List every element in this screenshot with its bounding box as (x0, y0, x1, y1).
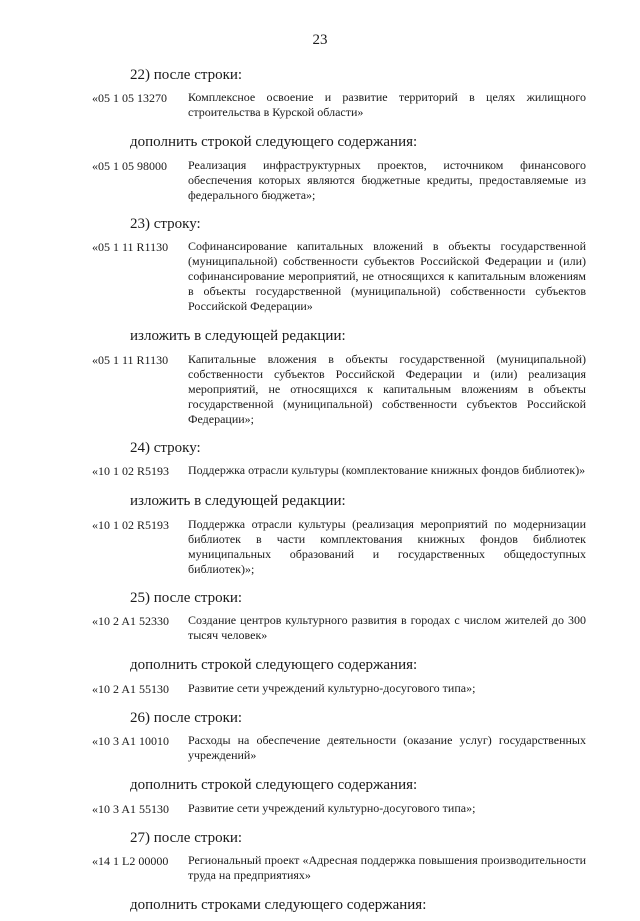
budget-code: «05 1 11 R1130 (92, 240, 169, 254)
document-body (0, 60, 640, 921)
budget-code-description: Расходы на обеспечение деятельности (оказание услуг) государственных учреждений» (188, 733, 586, 762)
budget-code-row (92, 352, 586, 427)
page-number: 23 (312, 32, 328, 48)
budget-code: «10 1 02 R5193 (92, 464, 170, 478)
budget-code-description: Региональный проект «Адресная поддержка повышения производительности труда на предприятиях» (188, 853, 586, 882)
amendment-section (0, 433, 640, 577)
budget-code-row (92, 853, 586, 883)
budget-code-description: Поддержка отрасли культуры (комплектование книжных фондов библиотек)» (188, 463, 586, 477)
budget-code: «05 1 05 13270 (92, 91, 167, 105)
budget-code-row (92, 463, 586, 479)
amendment-section (0, 823, 640, 921)
amendment-instruction: дополнить строкой следующего содержания: (130, 134, 418, 150)
amendment-section (0, 60, 640, 203)
budget-code-row (92, 733, 586, 763)
amendment-section (0, 583, 640, 697)
budget-code: «05 1 11 R1130 (92, 353, 169, 367)
amendment-instruction: изложить в следующей редакции: (130, 493, 346, 509)
amendment-item-heading: 26) после строки: (130, 710, 243, 726)
amendment-item-heading: 24) строку: (130, 440, 201, 456)
budget-code-description: Развитие сети учреждений культурно-досугового типа»; (188, 801, 476, 815)
budget-code-description: Развитие сети учреждений культурно-досугового типа»; (188, 681, 476, 695)
budget-code-description: Комплексное освоение и развитие территорий в целях жилищного строительства в Курской области» (188, 90, 586, 119)
budget-code: «05 1 05 98000 (92, 159, 167, 173)
budget-code: «10 2 A1 52330 (92, 614, 170, 628)
amendment-item-heading: 22) после строки: (130, 67, 243, 83)
budget-code-row (92, 681, 586, 697)
amendment-item-heading: 23) строку: (130, 216, 201, 232)
budget-code-description: Реализация инфраструктурных проектов, источником финансового обеспечения которых являются бюджетные кредиты, предоставляемые из федерального бюджета»; (188, 158, 586, 202)
budget-code: «10 3 A1 55130 (92, 802, 170, 816)
budget-code: «10 2 A1 55130 (92, 682, 170, 696)
budget-code-description: Софинансирование капитальных вложений в объекты государственной (муниципальной) собственности субъектов Российской Федерации и (или) софинансирование мероприятий, не относящихся к капитальным вложениям в объекты государственной (муниципальной) собственности субъектов Российской Федерации» (188, 239, 586, 313)
amendment-instruction: дополнить строкой следующего содержания: (130, 777, 418, 793)
budget-code-description: Создание центров культурного развития в городах с числом жителей до 300 тысяч человек» (188, 613, 586, 642)
amendment-section (0, 209, 640, 427)
amendment-section (0, 703, 640, 817)
amendment-instruction: изложить в следующей редакции: (130, 328, 346, 344)
budget-code-description: Капитальные вложения в объекты государственной (муниципальной) собственности субъектов Российской Федерации и (или) реализация мероприятий, не относящихся к капитальным вложениям в объекты государственной (муниципальной) собственности субъектов Российской Федерации»; (188, 352, 586, 426)
budget-code-row (92, 90, 586, 120)
budget-code-row (92, 613, 586, 643)
budget-code-description: Поддержка отрасли культуры (реализация мероприятий по модернизации библиотек в части комплектования книжных фондов библиотек муниципальных образований и государственных общедоступных библиотек)»; (188, 517, 586, 576)
amendment-item-heading: 27) после строки: (130, 830, 243, 846)
budget-code-row (92, 158, 586, 203)
budget-code-row (92, 239, 586, 314)
budget-code: «10 1 02 R5193 (92, 518, 170, 532)
budget-code-row (92, 517, 586, 577)
amendment-instruction: дополнить строками следующего содержания: (130, 897, 427, 913)
budget-code: «10 3 A1 10010 (92, 734, 170, 748)
amendment-item-heading: 25) после строки: (130, 590, 243, 606)
budget-code-row (92, 801, 586, 817)
budget-code: «14 1 L2 00000 (92, 854, 169, 868)
amendment-instruction: дополнить строкой следующего содержания: (130, 657, 418, 673)
